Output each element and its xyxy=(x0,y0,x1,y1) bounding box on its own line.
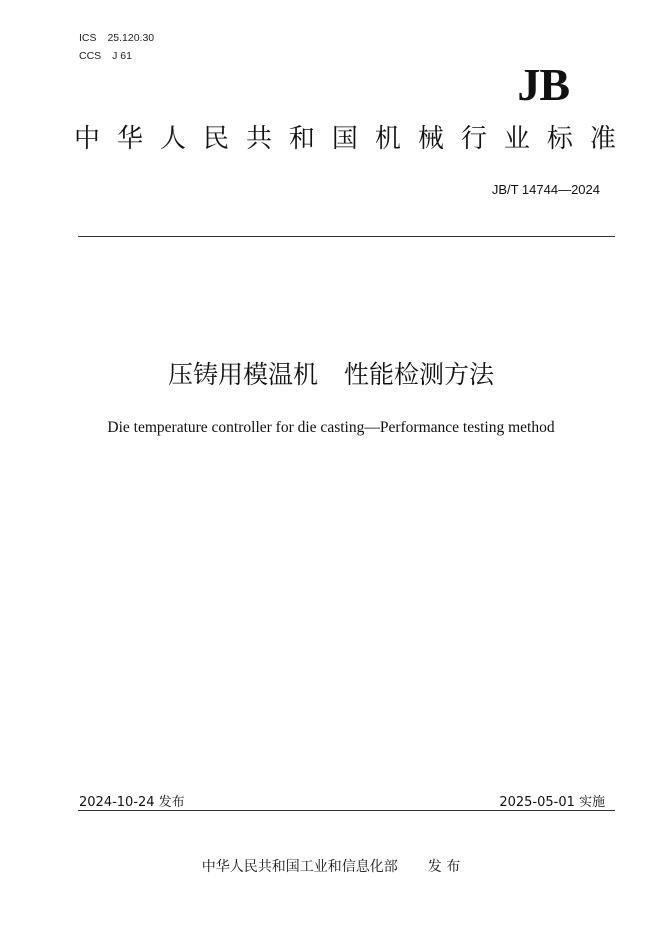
top-divider xyxy=(78,236,615,237)
org-title-char: 民 xyxy=(202,124,229,154)
standard-number: JB/T 14744—2024 xyxy=(491,182,600,197)
org-title-char: 准 xyxy=(589,124,616,154)
title-chinese-part1: 压铸用模温机 xyxy=(167,360,318,389)
org-title-char: 业 xyxy=(503,124,530,154)
title-chinese xyxy=(0,362,662,387)
publisher-name: 中华人民共和国工业和信息化部 xyxy=(201,859,398,875)
bottom-divider xyxy=(78,810,615,811)
org-title-char: 机 xyxy=(374,124,401,154)
ccs-code: J 61 xyxy=(112,50,132,62)
publish-word: 发 布 xyxy=(427,859,461,875)
org-title-char: 中 xyxy=(74,124,101,154)
ics-line xyxy=(79,32,154,44)
ics-label: ICS xyxy=(79,32,97,44)
jb-logo: JB xyxy=(517,59,569,110)
org-title-char: 和 xyxy=(288,124,315,154)
title-chinese-part2: 性能检测方法 xyxy=(344,360,495,389)
publisher-line xyxy=(0,856,662,876)
org-title xyxy=(74,126,616,152)
org-title-char: 械 xyxy=(417,124,444,154)
ccs-line xyxy=(79,50,132,62)
title-english: Die temperature controller for die casting—Performance testing method xyxy=(107,419,555,436)
implementation-date: 2025-05-01 实施 xyxy=(499,795,605,810)
org-title-char: 共 xyxy=(245,124,272,154)
org-title-char: 国 xyxy=(331,124,358,154)
ccs-label: CCS xyxy=(79,50,102,62)
org-title-char: 标 xyxy=(546,124,573,154)
org-title-char: 人 xyxy=(159,124,186,154)
issue-date: 2024-10-24 发布 xyxy=(79,795,185,810)
org-title-char: 行 xyxy=(460,124,487,154)
ics-code: 25.120.30 xyxy=(107,32,155,44)
org-title-char: 华 xyxy=(116,124,143,154)
